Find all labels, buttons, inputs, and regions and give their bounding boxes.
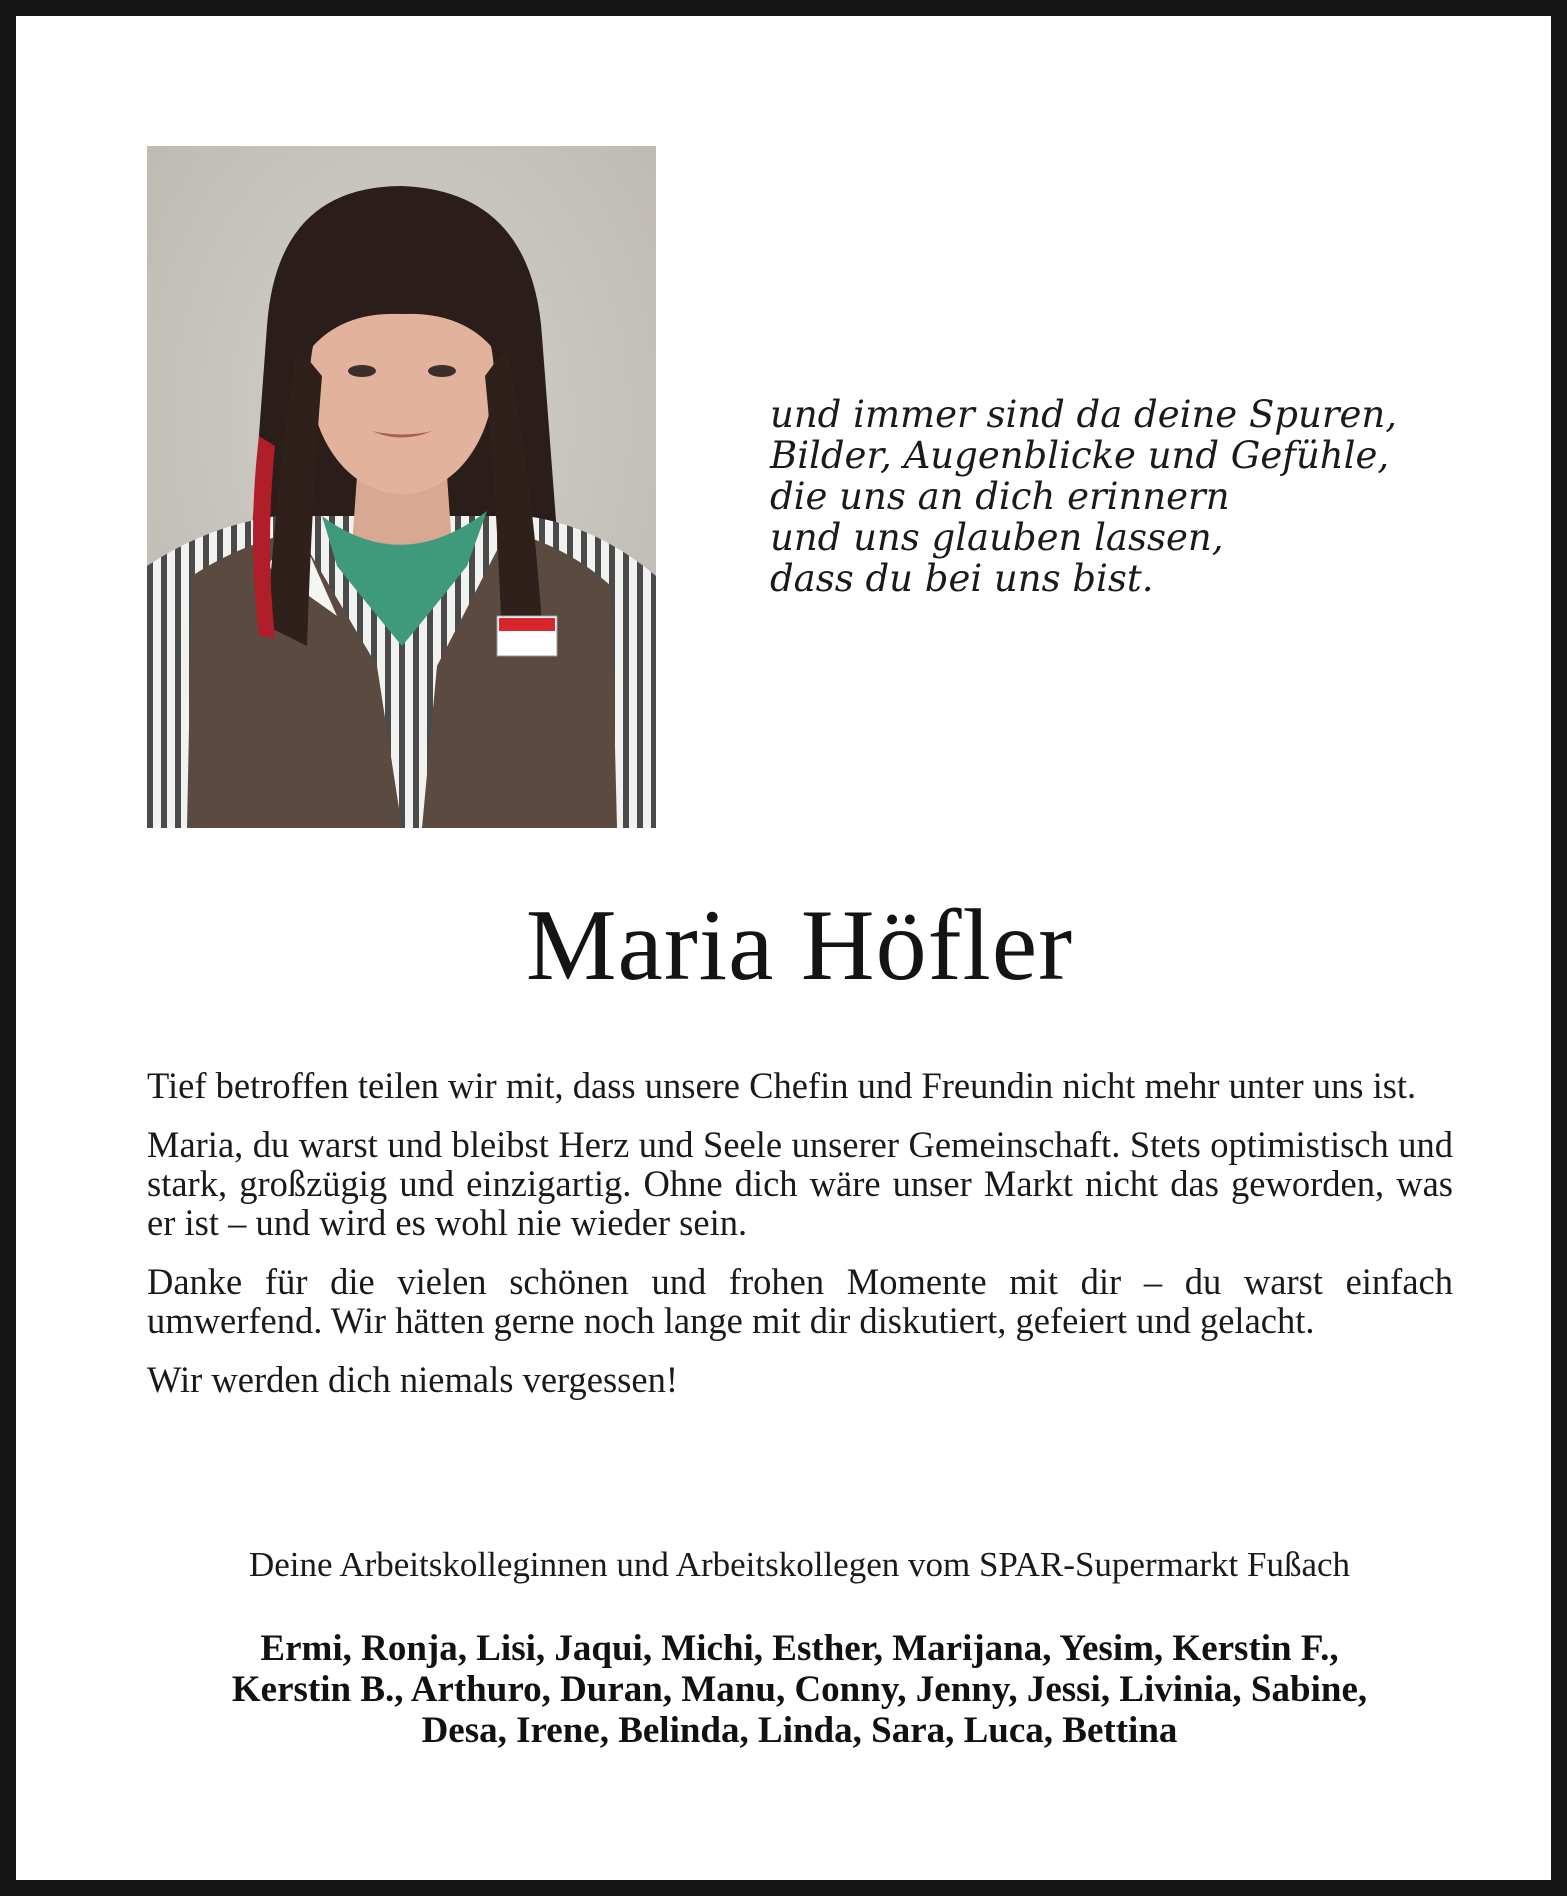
memorial-poem [770,394,1410,599]
names-line: Kerstin B., Arthuro, Duran, Manu, Conny, Jenny, Jessi, Livinia, Sabine, [231,1669,1368,1710]
obituary-text [147,1066,1453,1419]
poem-line: dass du bei uns bist. [770,557,1154,600]
portrait-illustration [147,146,656,828]
paragraph: Tief betroffen teilen wir mit, dass unsere Chefin und Freundin nicht mehr unter uns ist. [147,1065,1417,1106]
signature-line: Deine Arbeitskolleginnen und Arbeitskollegen vom SPAR-Supermarkt Fußach [248,1545,1351,1584]
paragraph: Wir werden dich niemals vergessen! [147,1359,678,1400]
paragraph: Danke für die vielen schönen und frohen Momente mit dir – du warst einfach umwerfend. Wir hätten gerne noch lange mit dir diskutiert, gefeiert und gelacht. [147,1261,1453,1341]
names-line: Ermi, Ronja, Lisi, Jaqui, Michi, Esther, Marijana, Yesim, Kerstin F., [260,1628,1339,1669]
colleague-names [106,1628,1493,1751]
paragraph: Maria, du warst und bleibst Herz und Seele unserer Gemeinschaft. Stets optimistisch und stark, großzügig und einzigartig. Ohne dich wäre unser Markt nicht das geworden, was er ist – und wird es wohl nie wieder sein. [147,1124,1453,1243]
portrait-photo [147,146,656,828]
poem-line: und uns glauben lassen, [770,516,1224,559]
poem-line: die uns an dich erinnern [770,475,1230,518]
names-line: Desa, Irene, Belinda, Linda, Sara, Luca, Bettina [421,1710,1178,1751]
poem-line: und immer sind da deine Spuren, [770,393,1397,436]
poem-line: Bilder, Augenblicke und Gefühle, [770,434,1390,477]
deceased-name: Maria Höfler [525,889,1074,1002]
